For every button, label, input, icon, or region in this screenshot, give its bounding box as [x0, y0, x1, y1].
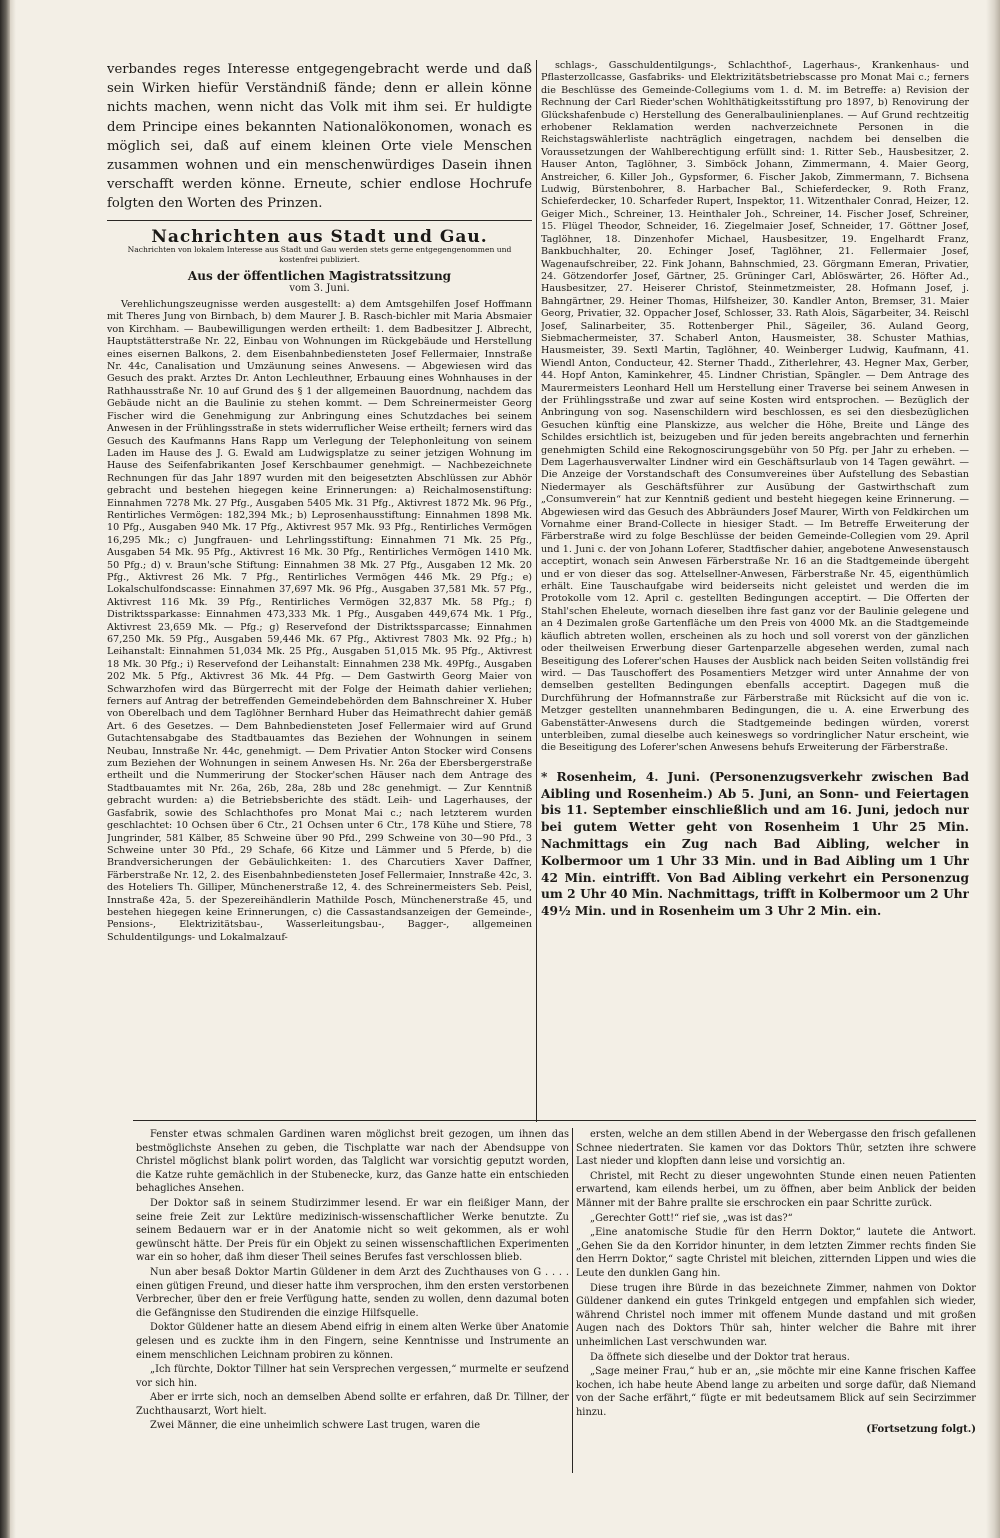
lead-paragraph: verbandes reges Interesse entgegengebracht werde und daß sein Wirken hiefür Verständniß fände; denn er allein könne nichts machen, wenn nicht das Volk mit ihm sei. Er huldigte dem Principe eines bekannten Nationalökonomen, wonach es möglich sei, daß auf einem kleinen Orte viele Menschen zusammen wohnen und ein menschenwürdiges Dasein ihnen verschafft werden könne. Erneute, schier endlose Hochrufe folgten den Worten des Prinzen.: [107, 62, 532, 212]
left-column: [107, 60, 532, 1135]
article-paragraph: Verehlichungszeugnisse werden ausgestellt: a) dem Amtsgehilfen Josef Hoffmann mit Theres Jung von Birnbach, b) dem Maurer J. B. Rasch-bichler mit Maria Absmaier von Kirchham. — Baubewilligungen werden ertheilt: 1. dem Badbesitzer J. Albrecht, Hauptstätterstraße Nr. 22, Einbau von Wohnungen im Rückgebäude und Herstellung eines eisernen Balkons, 2. dem Eisenbahnbediensteten Josef Fellermaier, Innstraße Nr. 44c, Canalisation und Umzäunung seines Anwesens. — Abgewiesen wird das Gesuch des prakt. Arztes Dr. Anton Lechleuthner, Erbauung eines Wohnhauses in der Rathhausstraße Nr. 10 auf Grund des § 1 der allgemeinen Bauordnung, nachdem das Gebäude nicht an die Baulinie zu stehen kommt. — Dem Schreinermeister Georg Fischer wird die Genehmigung zur Anbringung eines Schutzdaches bei seinem Anwesen in der Frühlingsstraße in stets widerruflicher Weise ertheilt; ferners wird das Gesuch des Kaufmanns Hans Rapp um Verlegung der Telephonleitung von seinem Laden im Hause des J. G. Ewald am Ludwigsplatze zu seiner jetzigen Wohnung im Hause des Seifenfabrikanten Josef Kerschbaumer genehmigt. — Nachbezeichnete Rechnungen für das Jahr 1897 wurden mit den beigesetzten Abschlüssen zur Abhör gebracht und bestehen hiegegen keine Erinnerungen: a) Reichalmosenstiftung: Einnahmen 7278 Mk. 27 Pfg., Ausgaben 5405 Mk. 31 Pfg., Aktivrest 1872 Mk. 96 Pfg., Rentirliches Vermögen: 182,394 Mk.; b) Leprosenhausstiftung: Einnahmen 1898 Mk. 10 Pfg., Ausgaben 940 Mk. 17 Pfg., Aktivrest 957 Mk. 93 Pfg., Rentirliches Vermögen 16,295 Mk.; c) Jungfrauen- und Lehrlingsstiftung: Einnahmen 71 Mk. 25 Pfg., Ausgaben 54 Mk. 95 Pfg., Aktivrest 16 Mk. 30 Pfg., Rentirliches Vermögen 1410 Mk. 50 Pfg.; d) v. Braun'sche Stiftung: Einnahmen 38 Mk. 27 Pfg., Ausgaben 12 Mk. 20 Pfg., Aktivrest 26 Mk. 7 Pfg., Rentirliches Vermögen 446 Mk. 29 Pfg.; e) Lokalschulfondscasse: Einnahmen 37,697 Mk. 96 Pfg., Ausgaben 37,581 Mk. 57 Pfg., Aktivrest 116 Mk. 39 Pfg., Rentirliches Vermögen 32,837 Mk. 58 Pfg.; f) Distriktssparkasse: Einnahmen 473,333 Mk. 1 Pfg., Ausgaben 449,674 Mk. 1 Pfg., Aktivrest 23,659 Mk. — Pfg.; g) Reservefond der Distriktssparcasse; Einnahmen 67,250 Mk. 59 Pfg., Ausgaben 59,446 Mk. 67 Pfg., Aktivrest 7803 Mk. 92 Pfg.; h) Leihanstalt: Einnahmen 51,034 Mk. 25 Pfg., Ausgaben 51,015 Mk. 95 Pfg., Aktivrest 18 Mk. 30 Pfg.; i) Reservefond der Leihanstalt: Einnahmen 238 Mk. 49Pfg., Ausgaben 202 Mk. 5 Pfg., Aktivrest 36 Mk. 44 Pfg. — Dem Gastwirth Georg Maier von Schwarzhofen wird das Bürgerrecht mit der Folge der Heimath dahier verliehen; ferners auf Antrag der betreffenden Gemeindebehörden dem Bahnschreiner X. Huber von Oberelbach und dem Taglöhner Bernhard Huber das Heimathrecht dahier gemäß Art. 6 des Gesetzes. — Dem Bahnbediensteten Josef Fellermaier wird auf Grund Gutachtensabgabe des Stadtbauamtes das Beziehen der Wohnungen in seinem Neubau, Innstraße Nr. 44c, genehmigt. — Dem Privatier Anton Stocker wird Consens zum Beziehen der Wohnungen in seinem Anwesen Hs. Nr. 26a der Ebersbergerstraße ertheilt und die Nummerirung der Stocker'schen Häuser nach dem Antrage des Stadtbauamtes mit Nr. 26a, 26b, 28a, 28b und 28c genehmigt. — Zur Kenntniß gebracht wurden: a) die Betriebsberichte des städt. Leih- und Lagerhauses, der Gasfabrik, sowie des Schlachthofes pro Monat Mai c.; nach letzterem wurden geschlachtet: 10 Ochsen über 6 Ctr., 21 Ochsen unter 6 Ctr., 178 Kühe und Stiere, 78 Jungrinder, 581 Kälber, 85 Schweine über 90 Pfd., 299 Schweine von 30—90 Pfd., 3 Schweine unter 30 Pfd., 29 Schafe, 66 Kitze und Lämmer und 5 Pferde, b) die Brandversicherungen der Gebäulichkeiten: 1. des Charcutiers Xaver Daffner, Färberstraße Nr. 12, 2. des Eisenbahnbediensteten Josef Fellermaier, Innstraße 42c, 3. des Hoteliers Th. Gilliper, Münchenerstraße 12, 4. des Schreinermeisters Seb. Peisl, Innstraße 42a, 5. der Spezereihändlerin Mathilde Posch, Münchenerstraße 45, und bestehen hiegegen keine Erinnerungen, c) die Cassastandsanzeigen der Gemeinde-, Pensions-, Elektrizitätsbau-, Wasserleitungsbau-, Bagger-, allgemeinen Schuldentilgungs- und Lokalmalzauf-: [107, 299, 532, 943]
story-paragraph: Aber er irrte sich, noch an demselben Abend sollte er erfahren, daß Dr. Tillner, der Zuchthausarzt, Wort hielt.: [136, 1392, 569, 1417]
story-paragraph: ersten, welche an dem stillen Abend in der Webergasse den frisch gefallenen Schnee niedertraten. Sie kamen vor das Doktors Thür, setzten ihre schwere Last nieder und klopften dann leise und vorsichtig an.: [576, 1129, 976, 1168]
story-paragraph: Da öffnete sich dieselbe und der Doktor trat heraus.: [590, 1351, 850, 1363]
story-paragraph: Nun aber besaß Doktor Martin Güldener in dem Arzt des Zuchthauses von G . . . . einen gütigen Freund, und dieser hatte ihm versprochen, ihm den ersten verstorbenen Verbrecher, über den er freie Verfügung hatte, senden zu wollen, denn dazumal boten die Gefängnisse den Studirenden die einzige Hilfsquelle.: [136, 1266, 569, 1319]
story-paragraph: Diese trugen ihre Bürde in das bezeichnete Zimmer, nahmen von Doktor Güldener dankend ein gutes Trinkgeld entgegen und empfahlen sich wieder, während Christel noch immer mit offenem Munde dastand und mit großen Augen nach des Doktors Thür sah, hinter welcher die Bahre mit ihrer unheimlichen Last verschwunden war.: [576, 1282, 976, 1348]
story-paragraph: Zwei Männer, die eine unheimlich schwere Last trugen, waren die: [150, 1420, 481, 1432]
article-date: vom 3. Juni.: [289, 282, 350, 294]
page-gutter: [10, 0, 16, 1538]
feuilleton-column-rule: [572, 1128, 573, 1473]
article-title: Aus der öffentlichen Magistratssitzung: [187, 269, 452, 284]
continued-note: (Fortsetzung folgt.): [866, 1424, 976, 1436]
section-title: Nachrichten aus Stadt und Gau.: [151, 226, 488, 247]
column-rule: [536, 60, 537, 1122]
story-paragraph: Doktor Güldener hatte an diesem Abend eifrig in einem alten Werke über Anatomie gelesen und es zuckte ihm in den Fingern, seine Kenntnisse und Instrumente an einem menschlichen Leichnam probiren zu können.: [136, 1322, 569, 1361]
story-paragraph: Fenster etwas schmalen Gardinen waren möglichst breit gezogen, um ihnen das bestmöglichste Ansehen zu geben, die Tischplatte war nach der Abendsuppe von Christel möglichst blank polirt worden, das Talglicht war vorsichtig geputzt worden, die Katze ruhte gemächlich in der Stubenecke, kurz, das Ganze hatte ein entschieden behagliches Ansehen.: [136, 1129, 569, 1195]
section-note: Nachrichten von lokalem Interesse aus Stadt und Gau werden stets gerne entgegengenommen und kostenfrei publiziert.: [127, 245, 512, 264]
section-divider: [107, 220, 532, 221]
feuilleton-left-column: [136, 1128, 569, 1473]
rosenheim-notice: * Rosenheim, 4. Juni. (Personenzugsverkehr zwischen Bad Aibling und Rosenheim.) Ab 5. Juni, an Sonn- und Feiertagen bis 11. September einschließlich und am 16. Juni, jedoch nur bei gutem Wetter geht von Rosenheim 1 Uhr 25 Min. Nachmittags ein Zug nach Bad Aibling, welcher in Kolbermoor um 1 Uhr 33 Min. und in Bad Aibling um 1 Uhr 42 Min. eintrifft. Von Bad Aibling verkehrt ein Personenzug um 2 Uhr 40 Min. Nachmittags, trifft in Kolbermoor um 2 Uhr 49½ Min. und in Rosenheim um 3 Uhr 2 Min. ein.: [541, 769, 969, 919]
story-paragraph: Der Doktor saß in seinem Studirzimmer lesend. Er war ein fleißiger Mann, der seine freie Zeit zur Lektüre medizinisch-wissenschaftlicher Werke benutzte. Zu seinem Bedauern war er in der Anatomie nicht so weit gekommen, als er wohl gewünscht hätte. Der Preis für ein Objekt zu seinen wissenschaftlichen Experimenten war ein so hoher, daß ihm dieser Theil seines Berufes fast verschlossen blieb.: [136, 1197, 569, 1264]
story-paragraph: Christel, mit Recht zu dieser ungewohnten Stunde einen neuen Patienten erwartend, kam eilends herbei, um zu öffnen, aber beim Anblick der beiden Männer mit der Bahre prallte sie erschrocken ein paar Schritte zurück.: [576, 1170, 976, 1209]
book-spine-shadow: [0, 0, 10, 1538]
story-paragraph: „Ich fürchte, Doktor Tillner hat sein Versprechen vergessen,“ murmelte er seufzend vor sich hin.: [136, 1364, 569, 1389]
page-edge-shadow: [986, 0, 1000, 1538]
story-paragraph: „Sage meiner Frau,“ hub er an, „sie möchte mir eine Kanne frischen Kaffee kochen, ich habe heute Abend lange zu arbeiten und sorge dafür, daß Niemand von der Sache erfährt,“ fügte er mit bedeutsamem Blick auf sein Secirzimmer hinzu.: [576, 1366, 976, 1418]
feuilleton-right-column: [576, 1128, 976, 1448]
article-paragraph: schlags-, Gasschuldentilgungs-, Schlachthof-, Lagerhaus-, Krankenhaus- und Pflasterzollcasse, Gasfabriks- und Elektrizitätsbetriebscasse pro Monat Mai c.; ferners die Beschlüsse des Gemeinde-Collegiums vom 1. d. M. im Betreffe: a) Revision der Rechnung der Carl Rieder'schen Wohlthätigkeitsstiftung pro 1897, b) Renovirung der Glückshafenbude c) Herstellung des Generalbaulinienplanes. — Auf Grund rechtzeitig erhobener Reklamation werden nachverzeichnete Personen in die Reichstagswählerliste nachträglich eingetragen, nachdem bei denselben die Voraussetzungen der Wahlberechtigung erfüllt sind: 1. Ritter Seb., Hausbesitzer, 2. Hauser Anton, Taglöhner, 3. Simböck Johann, Zimmermann, 4. Maier Georg, Anstreicher, 6. Killer Joh., Gypsformer, 6. Fischer Jakob, Zimmermann, 7. Bichsena Ludwig, Bürstenbohrer, 8. Harbacher Bal., Schieferdecker, 9. Roth Franz, Schieferdecker, 10. Scharfeder Rupert, Inspektor, 11. Witzenthaler Conrad, Heizer, 12. Geiger Mich., Schreiner, 13. Heinthaler Joh., Schreiner, 14. Fischer Josef, Schreiner, 15. Flügel Theodor, Schneider, 16. Ziegelmaier Josef, Schneider, 17. Göttner Josef, Taglöhner, 18. Dinzenhofer Michael, Hausbesitzer, 19. Engelhardt Franz, Bankbuchhalter, 20. Echinger Josef, Taglöhner, 21. Fellermaier Josef, Wagenaufschreiber, 22. Fink Johann, Bahnschmied, 23. Görgmann Emeran, Privatier, 24. Götzendorfer Josef, Gärtner, 25. Grüninger Carl, Ablöswärter, 26. Höfter Ad., Hausbesitzer, 27. Heiserer Christof, Steinmetzmeister, 28. Hofmann Josef, j. Bahngärtner, 29. Heiner Thomas, Hilfsheizer, 30. Kandler Anton, Bremser, 31. Maier Georg, Privatier, 32. Oppacher Josef, Schlosser, 33. Rath Alois, Sägarbeiter, 34. Reischl Josef, Salinarbeiter, 35. Rottenberger Phil., Sägeiler, 36. Auland Georg, Siebmachermeister, 37. Schaberl Anton, Hausmeister, 38. Schuster Mathias, Hausmeister, 39. Sextl Martin, Taglöhner, 40. Weinberger Ludwig, Kaufmann, 41. Wiendl Anton, Conducteur, 42. Sterner Thadd., Zitherlehrer, 43. Hegner Max, Gerber, 44. Hopf Anton, Kaminkehrer, 45. Lindner Christian, Spängler. — Dem Antrage des Maurermeisters Leonhard Hell um Herstellung einer Traverse bei seinem Anwesen in der Frühlingsstraße und zwar auf seine Kosten wird entsprochen. — Bezüglich der Anbringung von sog. Nasenschildern wird beschlossen, es sei den diesbezüglichen Gesuchen künftig eine Planskizze, aus welcher die Höhe, Breite und Länge des Schildes ersichtlich ist, beizugeben und für jeden bereits angebrachten und fernerhin genehmigten Schild eine Rekognoscirungsgebühr von 50 Pfg. per Jahr zu erheben. — Dem Lagerhausverwalter Lindner wird ein Geschäftsurlaub von 14 Tagen gewährt. — Die Anzeige der Vorstandschaft des Consumvereines über Aufstellung des Sebastian Niedermayer als Geschäftsführer zur Ausübung der Gastwirthschaft zum „Consumverein“ hat zur Kenntniß gedient und besteht hiegegen keine Erinnerung. — Abgewiesen wird das Gesuch des Abbräunders Josef Maurer, Wirth von Feldkirchen um Vornahme einer Brand-Collecte in hiesiger Stadt. — Im Betreffe Erweiterung der Färberstraße wird zu folge Beschlüsse der beiden Gemeinde-Collegien vom 29. April und 1. Juni c. der von Johann Loferer, Stadtfischer dahier, angebotene Anwesenstausch acceptirt, wonach sein Anwesen Färberstraße Nr. 16 an die Stadtgemeinde übergeht und er von dieser das sog. Attelsellner-Anwesen, Färberstraße Nr. 45, eigenthümlich erhält. Eine Tauschaufgabe wird beiderseits nicht geleistet und werden die im Protokolle vom 12. April c. gestellten Bedingungen acceptirt. — Die Offerten der Stahl'schen Eheleute, wornach dieselben ihre fast ganz vor der Baulinie gelegene und an 4 Dezimalen große Gartenfläche um den Preis von 4000 Mk. an die Stadtgemeinde käuflich abtreten wollen, erscheinen als zu hoch und soll vorerst von der gänzlichen oder theilweisen Erwerbung dieser Gartenparzelle abgesehen werden, zumal nach Beseitigung des Loferer'schen Hauses der Ausblick nach beiden Seiten vollständig frei wird. — Das Tauschoffert des Posamentiers Metzger wird unter Annahme der von demselben gestellten Bedingungen ebenfalls acceptirt. Dagegen muß die Durchführung der Hofmannstraße zur Färberstraße mit Rücksicht auf die von ic. Metzger gestellten unannehmbaren Bedingungen, die u. A. eine Erwerbung des Gabenstätter-Anwesens durch die Stadtgemeinde bedingen würden, vorerst unterbleiben, zumal dieselbe auch keineswegs so vordringlicher Natur erscheint, wie die Beseitigung des Loferer'schen Anwesens behufs Erweiterung der Färberstraße.: [541, 60, 969, 754]
right-column: [541, 60, 969, 1120]
story-paragraph: „Gerechter Gott!“ rief sie, „was ist das?“: [590, 1212, 793, 1224]
story-paragraph: „Eine anatomische Studie für den Herrn Doktor,“ lautete die Antwort. „Gehen Sie da den Korridor hinunter, in dem letzten Zimmer rechts finden Sie den Herrn Doktor,“ sagte Christel mit bleichen, zitternden Lippen und wies die Leute den dunklen Gang hin.: [576, 1227, 976, 1279]
